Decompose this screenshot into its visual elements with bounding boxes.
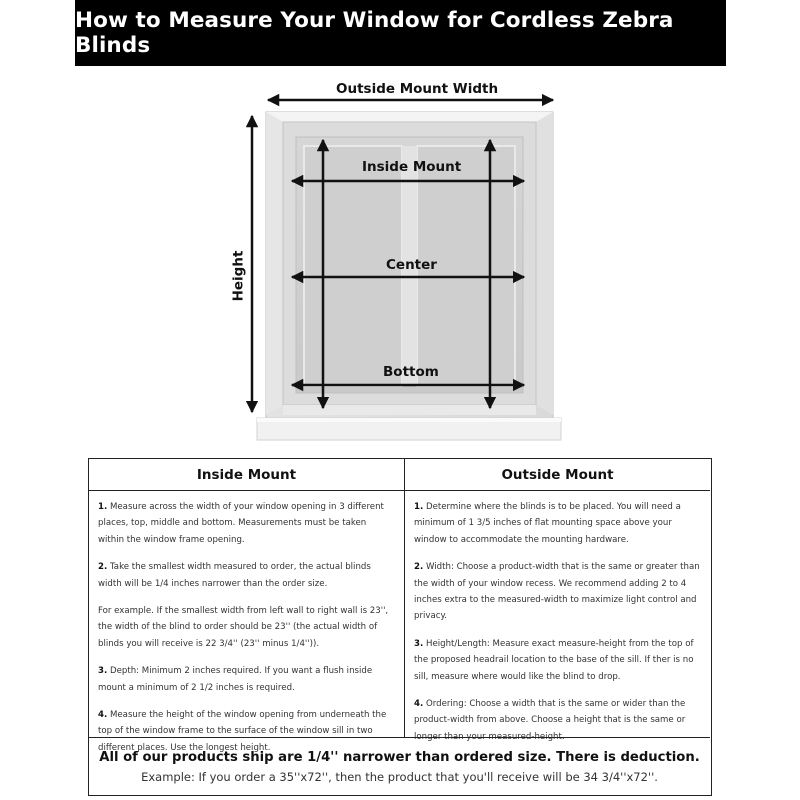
shipping-note-bold: All of our products ship are 1/4'' narrower than ordered size. There is deduction. <box>99 750 700 765</box>
inside-step-3: 3. Depth: Minimum 2 inches required. If you want a flush inside mount a minimum of 2 1/2 inches is required. <box>98 666 373 693</box>
outside-mount-steps <box>405 491 710 745</box>
shipping-note <box>89 737 710 795</box>
inside-step-example: For example. If the smallest width from left wall to right wall is 23'', the width of the blind to order should be 23'' (the actual width of blinds you will receive is 22 3/4'' (23'' minus 1/4'')). <box>98 606 389 649</box>
window-sill <box>257 418 561 440</box>
outside-step-4: 4. Ordering: Choose a width that is the same or wider than the product-width from above. Choose a height that is the same or longer than your measured-height. <box>414 699 686 742</box>
outside-width-label: Outside Mount Width <box>336 81 499 97</box>
inside-mount-steps <box>89 491 404 756</box>
center-label: Center <box>386 257 437 273</box>
height-label: Height <box>230 250 247 302</box>
inside-step-4: 4. Measure the height of the window opening from underneath the top of the window frame to the surface of the window sill in two different places. Use the longest height. <box>98 710 387 753</box>
outside-step-1: 1. Determine where the blinds is to be placed. You will need a minimum of 1 3/5 inches of flat mounting space above your window to accommodate the mounting hardware. <box>414 502 681 545</box>
outside-mount-column <box>405 459 710 742</box>
outside-step-3: 3. Height/Length: Measure exact measure-height from the top of the proposed headrail location to the base of the sill. If ther is no sill, measure where would like the blind to drop. <box>414 638 694 682</box>
measurement-instructions-table <box>88 458 712 796</box>
inside-mount-column <box>89 459 405 753</box>
inside-mount-heading: Inside Mount <box>89 459 404 491</box>
inside-step-2: 2. Take the smallest width measured to order, the actual blinds width will be 1/4 inches narrower than the order size. <box>98 562 371 589</box>
outside-step-2: 2. Width: Choose a product-width that is the same or greater than the width of your window recess. We recommend adding 2 to 4 inches extra to the measured-width to maximize light control and privacy. <box>414 562 700 622</box>
shipping-note-example: Example: If you order a 35''x72'', then the product that you'll receive will be 34 3/4''x72''. <box>141 770 658 784</box>
inside-step-1: 1. Measure across the width of your window opening in 3 different places, top, middle and bottom. Measurements must be taken within the window frame opening. <box>98 502 384 545</box>
inside-mount-label: Inside Mount <box>362 159 462 175</box>
page-title: How to Measure Your Window for Cordless Zebra Blinds <box>75 8 674 58</box>
outside-mount-heading: Outside Mount <box>405 459 710 491</box>
bottom-label: Bottom <box>383 364 439 380</box>
